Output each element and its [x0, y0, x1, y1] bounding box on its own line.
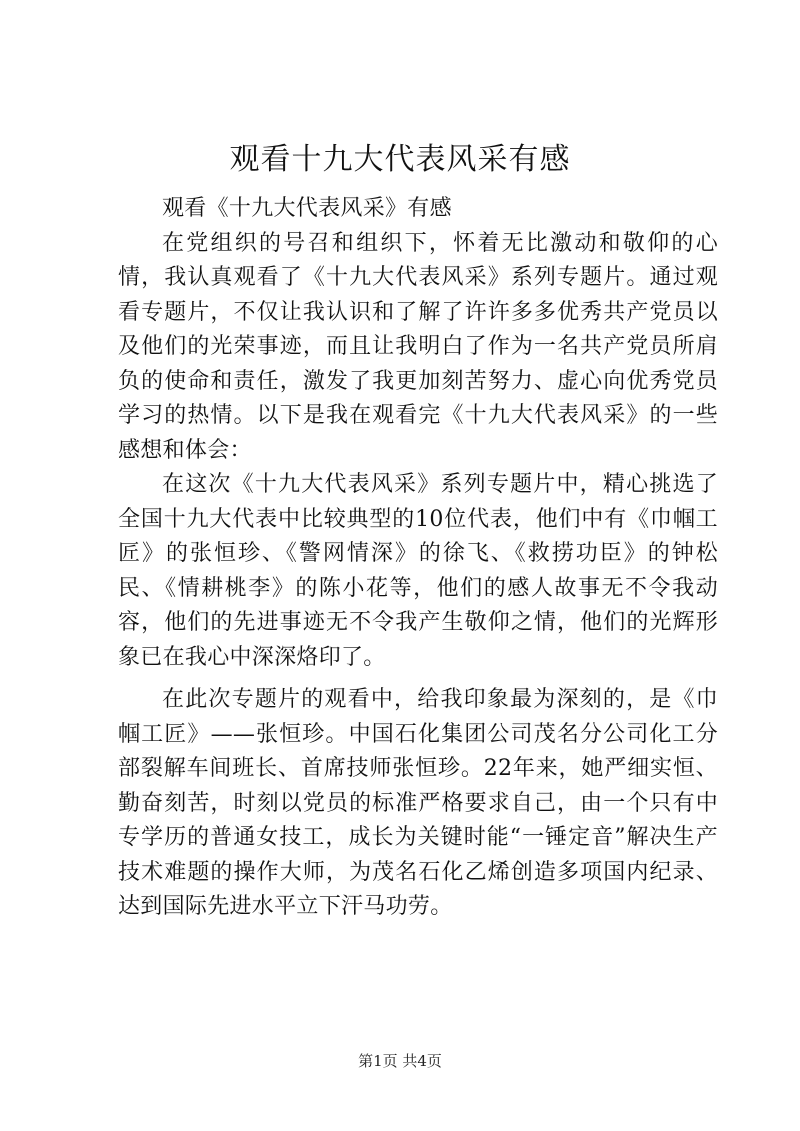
- subtitle-paragraph: 观看《十九大代表风采》有感: [162, 196, 452, 221]
- body-paragraph: 在此次专题片的观看中，给我印象最为深刻的，是《巾帼工匠》——张恒珍。中国石化集团公司茂名分公司化工分部裂解车间班长、首席技师张恒珍。22年来，她严细实恒、勤奋刻苦，时刻以党员的标准严格要求自己，由一个只有中专学历的普通女技工，成长为关键时能“一锤定音”解决生产技术难题的操作大师，为茂名石化乙烯创造多项国内纪录、达到国际先进水平立下汗马功劳。: [118, 687, 718, 919]
- document-body: [118, 192, 718, 925]
- document-title: 观看十九大代表风采有感: [229, 142, 571, 177]
- body-paragraph: 在这次《十九大代表风采》系列专题片中，精心挑选了全国十九大代表中比较典型的10位代表，他们中有《巾帼工匠》的张恒珍、《警网情深》的徐飞、《救捞功臣》的钟松民、《情耕桃李》的陈小花等，他们的感人故事无不令我动容，他们的先进事迹无不令我产生敬仰之情，他们的光辉形象已在我心中深深烙印了。: [118, 472, 718, 670]
- page-footer: 第1页 共4页: [358, 1052, 442, 1070]
- body-paragraph: 在党组织的号召和组织下，怀着无比激动和敬仰的心情，我认真观看了《十九大代表风采》系列专题片。通过观看专题片，不仅让我认识和了解了许许多多优秀共产党员以及他们的光荣事迹，而且让我明白了作为一名共产党员所肩负的使命和责任，激发了我更加刻苦努力、虚心向优秀党员学习的热情。以下是我在观看完《十九大代表风采》的一些感想和体会：: [118, 230, 718, 463]
